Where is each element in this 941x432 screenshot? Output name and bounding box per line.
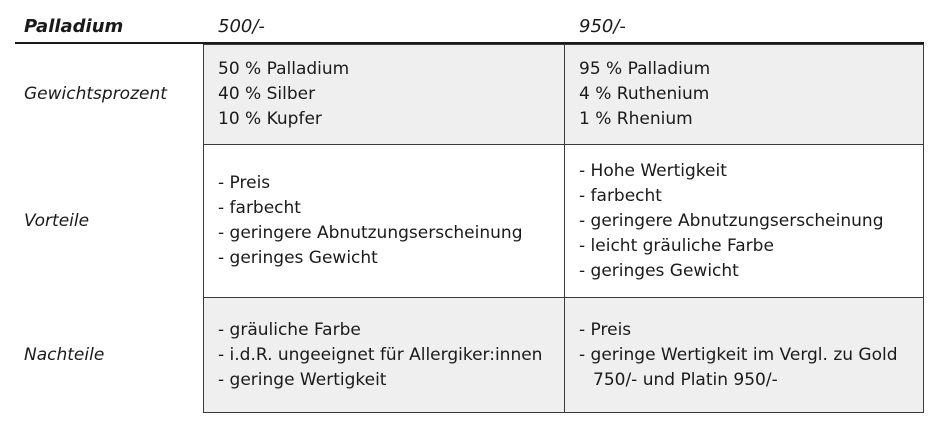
cell-line: 750/- und Platin 950/- xyxy=(593,369,778,390)
header-col-950: 950/- xyxy=(579,16,626,37)
cell-line: 10 % Kupfer xyxy=(218,109,322,129)
cell-line: - farbecht xyxy=(579,185,662,206)
cell-line: - geringe Wertigkeit xyxy=(218,369,387,390)
cell-nachteile-950 xyxy=(565,298,923,412)
cell-gewichtsprozent-500 xyxy=(204,45,564,144)
cell-line: 95 % Palladium xyxy=(579,59,711,79)
cell-line: - geringes Gewicht xyxy=(218,248,378,268)
cell-line: - Preis xyxy=(218,173,271,193)
cell-line: 40 % Silber xyxy=(218,84,316,104)
cell-vorteile-500 xyxy=(204,145,564,297)
cell-line: - geringes Gewicht xyxy=(579,260,739,281)
header-col-500: 500/- xyxy=(218,16,265,37)
cell-line: - leicht gräuliche Farbe xyxy=(579,235,774,256)
cell-line: - Hohe Wertigkeit xyxy=(579,160,727,181)
row-divider xyxy=(203,144,924,145)
row-label-nachteile: Nachteile xyxy=(24,345,105,365)
cell-line: - i.d.R. ungeeignet für Allergiker:innen xyxy=(218,344,543,365)
row-label-gewichtsprozent: Gewichtsprozent xyxy=(24,84,167,104)
cell-line: 50 % Palladium xyxy=(218,59,350,79)
cell-line: - geringe Wertigkeit im Vergl. zu Gold xyxy=(579,344,898,365)
cell-nachteile-500 xyxy=(204,298,564,412)
row-divider xyxy=(203,297,924,298)
cell-gewichtsprozent-950 xyxy=(565,45,923,144)
cell-line: - farbecht xyxy=(218,198,301,218)
cell-vorteile-950 xyxy=(565,145,923,297)
cell-line: - Preis xyxy=(579,319,632,340)
cell-line: - gräuliche Farbe xyxy=(218,319,361,340)
row-label-vorteile: Vorteile xyxy=(24,211,90,231)
cell-line: 4 % Ruthenium xyxy=(579,84,710,104)
cell-line: 1 % Rhenium xyxy=(579,109,693,129)
cell-line: - geringere Abnutzungserscheinung xyxy=(218,223,523,243)
header-title: Palladium xyxy=(24,16,124,37)
column-divider xyxy=(564,44,565,413)
cell-line: - geringere Abnutzungserscheinung xyxy=(579,210,884,231)
